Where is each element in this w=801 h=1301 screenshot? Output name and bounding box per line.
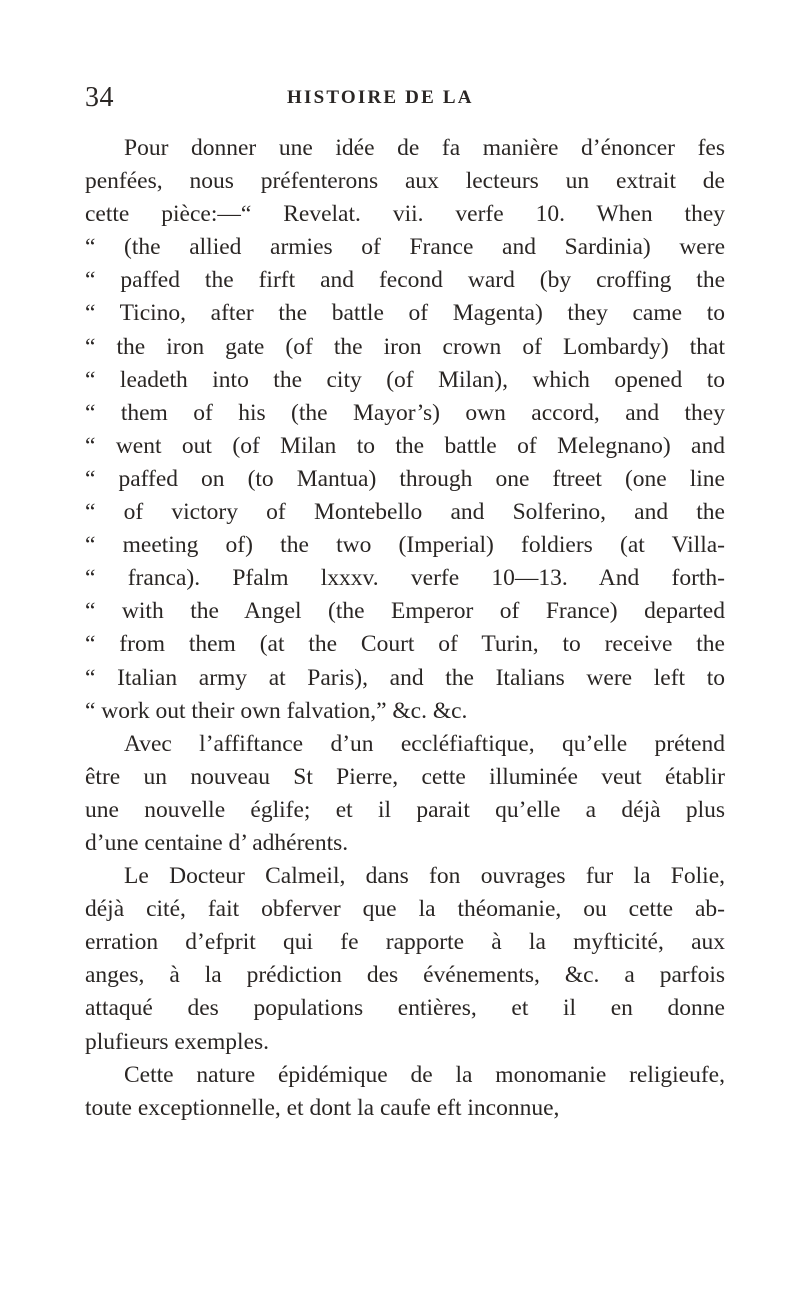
text-line: plufieurs exemples. — [85, 1028, 270, 1055]
text-line: “ paffed the firft and fecond ward (by croffing the — [85, 267, 725, 294]
page-number: 34 — [85, 82, 114, 113]
text-line: “ them of his (the Mayor’s) own accord, and they — [85, 399, 725, 426]
paragraph — [85, 1059, 725, 1125]
text-line: “ leadeth into the city (of Milan), which opened to — [85, 366, 725, 393]
text-line: “ with the Angel (the Emperor of France) departed — [85, 598, 725, 625]
text-line: anges, à la prédiction des événements, &c. a parfois — [85, 962, 725, 989]
text-line: une nouvelle églife; et il parait qu’elle a déjà plus — [85, 796, 725, 823]
text-line: “ Ticino, after the battle of Magenta) they came to — [85, 300, 725, 327]
text-line: Cette nature épidémique de la monomanie religieufe, — [124, 1061, 725, 1088]
paragraph — [85, 132, 725, 728]
text-line: “ paffed on (to Mantua) through one ftreet (one line — [85, 465, 725, 492]
text-line: penfées, nous préfenterons aux lecteurs un extrait de — [85, 168, 725, 195]
text-line: “ of victory of Montebello and Solferino, and the — [85, 499, 725, 526]
text-line: Pour donner une idée de fa manière d’énoncer fes — [124, 135, 725, 161]
text-line: “ meeting of) the two (Imperial) foldiers (at Villa- — [85, 532, 725, 559]
text-line: erration d’efprit qui fe rapporte à la myfticité, aux — [85, 929, 725, 956]
text-line: “ (the allied armies of France and Sardinia) were — [85, 234, 725, 261]
text-line: être un nouveau St Pierre, cette illuminée veut établir — [85, 763, 725, 790]
text-line: toute exceptionnelle, et dont la caufe eft inconnue, — [85, 1094, 560, 1121]
paragraph — [85, 860, 725, 1059]
text-line: d’une centaine d’ adhérents. — [85, 829, 349, 856]
running-title: HISTOIRE DE LA — [287, 87, 474, 108]
page-header — [85, 83, 725, 113]
text-line: “ the iron gate (of the iron crown of Lombardy) that — [85, 333, 725, 360]
text-line: déjà cité, fait obferver que la théomanie, ou cette ab- — [85, 896, 725, 923]
body-text — [85, 132, 725, 1125]
paragraph — [85, 728, 725, 860]
text-line: Avec l’affiftance d’un eccléfiaftique, qu’elle prétend — [124, 730, 725, 757]
text-line: Le Docteur Calmeil, dans fon ouvrages fur la Folie, — [124, 863, 725, 890]
text-line: cette pièce:—“ Revelat. vii. verfe 10. When they — [85, 201, 725, 228]
text-line: “ from them (at the Court of Turin, to receive the — [85, 631, 725, 658]
text-line: attaqué des populations entières, et il en donne — [85, 995, 725, 1022]
text-line: “ Italian army at Paris), and the Italians were left to — [85, 664, 725, 691]
text-line: “ went out (of Milan to the battle of Melegnano) and — [85, 432, 725, 459]
text-line: “ franca). Pfalm lxxxv. verfe 10—13. And forth- — [85, 565, 725, 592]
text-line: “ work out their own falvation,” &c. &c. — [85, 697, 468, 724]
